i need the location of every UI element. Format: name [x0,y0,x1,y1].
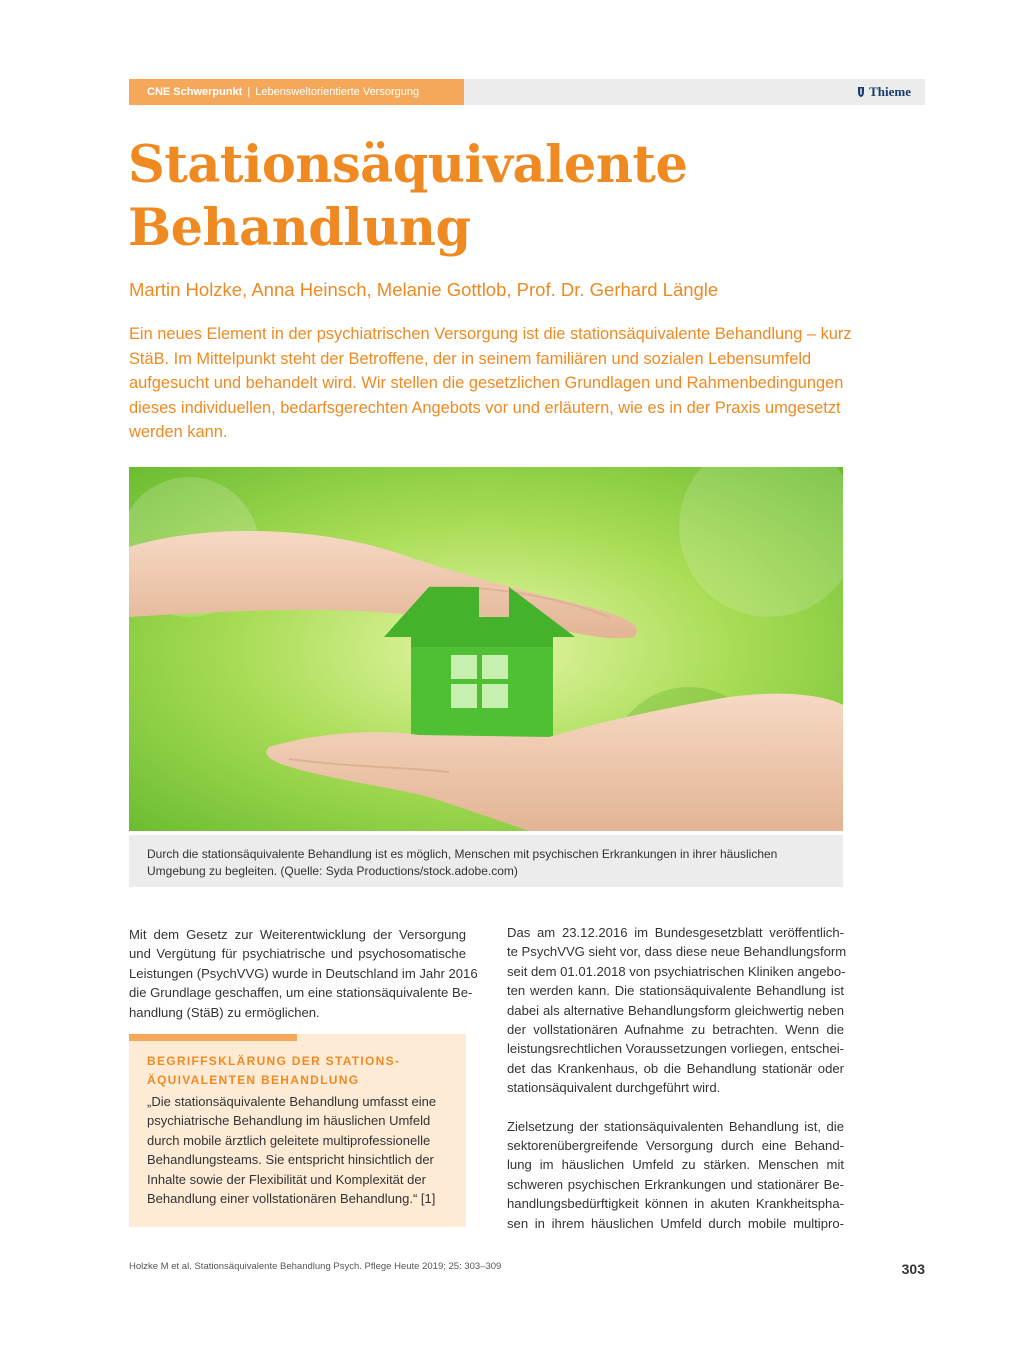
footer-citation: Holzke M et al. Stationsäquivalente Behandlung Psych. Pflege Heute 2019; 25: 303–309 [129,1261,502,1272]
title-line-1: Stationsäquivalente [128,135,688,195]
body-line: schweren psychischen Erkrankungen und stationärer Be- [507,1176,844,1192]
definition-heading-line-1: BEGRIFFSKLÄRUNG DER STATIONS- [147,1054,401,1068]
body-line: lung im häuslichen Umfeld zu stärken. Menschen mit [507,1157,844,1173]
section-tag [129,79,464,105]
article-title [128,134,888,260]
hands-house-photo [129,467,843,831]
left-column-intro [129,925,478,1022]
title-line-2: Behandlung [128,198,471,258]
body-line: Leistungen (PsychVVG) wurde in Deutschland im Jahr 2016 [129,965,478,981]
box-accent-bar [129,1034,297,1041]
body-line: Mit dem Gesetz zur Weiterentwicklung der Versorgung [129,927,466,942]
publisher-logo [856,79,911,105]
definition-text: „Die stationsäquivalente Behandlung umfasst eine psychiatrische Behandlung im häuslichen Umfeld durch mobile ärztlich geleitete multiprofessionelle Behandlungsteams. Sie entspricht hinsichtlich der Inhalte sowie der Flexibilität und Komplexität der Behandlung einer vollstationären Behandlung.“ [1] [147,1094,437,1207]
lead-paragraph: Ein neues Element in der psychiatrischen Versorgung ist die stationsäquivalente Behandlung – kurz StäB. Im Mittelpunkt steht der Betroffene, der in seinem familiären und sozialen Lebensumfeld aufgesucht und behandelt wird. Wir stellen die gesetzlichen Grundlagen und Rahmenbedingungen dieses individuellen, bedarfsgerechten Angebots vor und erläutern, wie es in der Praxis umgesetzt werden kann. [129,325,852,441]
figure-caption: Durch die stationsäquivalente Behandlung ist es möglich, Menschen mit psychischen Erkrankungen in ihrer häuslichen Umgebung zu begleiten. (Quelle: Syda Productions/stock.adobe.com) [129,835,843,887]
right-column [507,923,847,1233]
page-number: 303 [901,1261,925,1277]
body-line: Zielsetzung der stationsäquivalenten Behandlung ist, die [507,1118,844,1134]
body-line: det das Krankenhaus, ob die Behandlung stationär oder [507,1060,844,1076]
body-line: sen in ihrem häuslichen Umfeld durch mobile multipro- [507,1215,844,1231]
body-line: die Grundlage geschaffen, um eine stationsäquivalente Be- [129,985,473,1001]
right-paragraph-2 [507,1117,844,1233]
right-paragraph-1 [507,923,847,1098]
definition-heading [147,1052,400,1090]
definition-box [129,1034,466,1227]
author-list: Martin Holzke, Anna Heinsch, Melanie Gottlob, Prof. Dr. Gerhard Längle [129,279,719,300]
running-header [129,79,925,105]
body-line: dabei als alternative Behandlungsform gleichwertig neben [507,1002,844,1018]
body-line: handlungsbedürftigkeit können in akuten Krankheitspha- [507,1196,844,1212]
body-line: Das am 23.12.2016 im Bundesgesetzblatt veröffentlich- [507,925,844,940]
body-line: te PsychVVG sieht vor, dass diese neue Behandlungsform [507,944,847,960]
body-line: sektorenübergreifende Versorgung durch eine Behand- [507,1138,844,1154]
body-line: ten werden kann. Die stationsäquivalente Behandlung ist [507,983,844,999]
body-line: und Vergütung für psychiatrische und psychosomatische [129,946,466,962]
thieme-emblem-icon [856,86,866,98]
body-line: der vollstationären Aufnahme zu betrachten. Wenn die [507,1022,844,1038]
definition-heading-line-2: ÄQUIVALENTEN BEHANDLUNG [147,1073,360,1087]
section-separator: | [247,86,251,98]
body-line: stationsäquivalent durchgeführt wird. [507,1080,721,1096]
body-line: leistungsrechtlichen Voraussetzungen vorliegen, entschei- [507,1041,845,1057]
topic-label: Lebensweltorientierte Versorgung [255,86,420,98]
section-label: CNE Schwerpunkt [147,86,243,98]
body-line: handlung (StäB) zu ermöglichen. [129,1004,320,1020]
body-line: seit dem 01.01.2018 von psychiatrischen Kliniken angebo- [507,963,846,979]
publisher-name: Thieme [869,84,911,99]
